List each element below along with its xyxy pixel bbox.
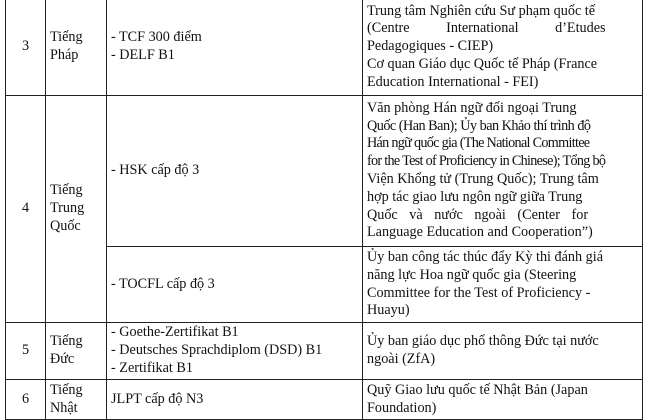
language-line: Nhật bbox=[50, 399, 78, 416]
organization-cell bbox=[363, 247, 643, 323]
certificate-name: - TOCFL cấp độ 3 bbox=[111, 275, 215, 292]
organization-cell bbox=[363, 323, 643, 380]
certificate-cell bbox=[107, 247, 363, 323]
organization-cell bbox=[363, 96, 643, 247]
certificate-cell bbox=[107, 0, 363, 96]
certificate-name: - DELF B1 bbox=[111, 47, 175, 63]
language-cell bbox=[46, 380, 107, 420]
table-row-japanese bbox=[6, 380, 643, 420]
organization-line: (Centre International d’Etudes bbox=[367, 20, 606, 37]
organization-cell bbox=[363, 380, 643, 420]
organization-line: Committee for the Test of Proficiency - bbox=[367, 284, 591, 301]
certificate-table bbox=[5, 0, 643, 420]
language-line: Tiếng bbox=[50, 333, 83, 350]
organization-line: Hán ngữ quốc gia (The National Committee bbox=[367, 135, 590, 152]
table-row-german bbox=[6, 323, 643, 380]
language-line: Tiếng bbox=[50, 182, 83, 199]
organization-line: Ủy ban công tác thúc đẩy Kỳ thi đánh giá bbox=[367, 248, 603, 265]
organization-line: ngoài (ZfA) bbox=[367, 351, 436, 367]
organization-line: Quốc (Han Ban); Ủy ban Khảo thí trình độ bbox=[367, 117, 591, 134]
table-row-french bbox=[6, 0, 643, 96]
language-cell bbox=[46, 323, 107, 380]
organization-line: hợp tác giao lưu ngôn ngữ giữa Trung bbox=[367, 188, 583, 205]
organization-line: for the Test of Proficiency in Chinese); Tổng bộ bbox=[367, 153, 606, 170]
organization-cell bbox=[363, 0, 643, 96]
certificate-name: JLPT cấp độ N3 bbox=[111, 390, 204, 407]
language-cell bbox=[46, 96, 107, 323]
organization-line: năng lực Hoa ngữ quốc gia (Steering bbox=[367, 266, 577, 283]
certificate-name: - HSK cấp độ 3 bbox=[111, 162, 200, 179]
certificate-cell bbox=[107, 96, 363, 247]
organization-line: Văn phòng Hán ngữ đối ngoại Trung bbox=[367, 99, 577, 116]
row-number: 3 bbox=[21, 38, 30, 55]
language-cell bbox=[46, 0, 107, 96]
row-number-cell bbox=[6, 380, 46, 420]
organization-line: Language Education and Cooperation”) bbox=[367, 224, 593, 241]
certificate-cell bbox=[107, 323, 363, 380]
organization-line: Quốc và nước ngoài (Center for bbox=[367, 206, 589, 223]
language-line: Đức bbox=[50, 351, 75, 367]
certificate-name: - Zertifikat B1 bbox=[111, 359, 193, 376]
organization-line: Cơ quan Giáo dục Quốc tế Pháp (France bbox=[367, 55, 598, 72]
language-line: Tiếng bbox=[50, 29, 83, 46]
organization-line: Ủy ban giáo dục phổ thông Đức tại nước bbox=[367, 333, 599, 350]
certificate-cell bbox=[107, 380, 363, 420]
row-number-cell bbox=[6, 96, 46, 323]
organization-line: Viện Khổng tử (Trung Quốc); Trung tâm bbox=[367, 171, 599, 187]
organization-line: Education International - FEI) bbox=[367, 73, 539, 90]
table-row-chinese bbox=[6, 96, 643, 247]
language-line: Trung bbox=[50, 200, 85, 217]
organization-line: Huayu) bbox=[367, 302, 410, 319]
organization-line: Quỹ Giao lưu quốc tế Nhật Bản (Japan bbox=[367, 381, 588, 398]
language-line: Pháp bbox=[50, 47, 79, 63]
certificate-name: - Goethe-Zertifikat B1 bbox=[111, 324, 239, 341]
language-line: Tiếng bbox=[50, 381, 83, 398]
certificate-name: - Deutsches Sprachdiplom (DSD) B1 bbox=[111, 342, 323, 359]
row-number: 4 bbox=[21, 200, 30, 217]
organization-line: Foundation) bbox=[367, 399, 437, 416]
row-number: 5 bbox=[21, 342, 30, 359]
certificate-name: - TCF 300 điểm bbox=[111, 29, 202, 46]
organization-line: Pedagogiques - CIEP) bbox=[367, 38, 494, 55]
language-line: Quốc bbox=[50, 217, 81, 234]
row-number-cell bbox=[6, 323, 46, 380]
row-number: 6 bbox=[21, 390, 30, 407]
row-number-cell bbox=[6, 0, 46, 96]
organization-line: Trung tâm Nghiên cứu Sư phạm quốc tế bbox=[367, 2, 596, 19]
